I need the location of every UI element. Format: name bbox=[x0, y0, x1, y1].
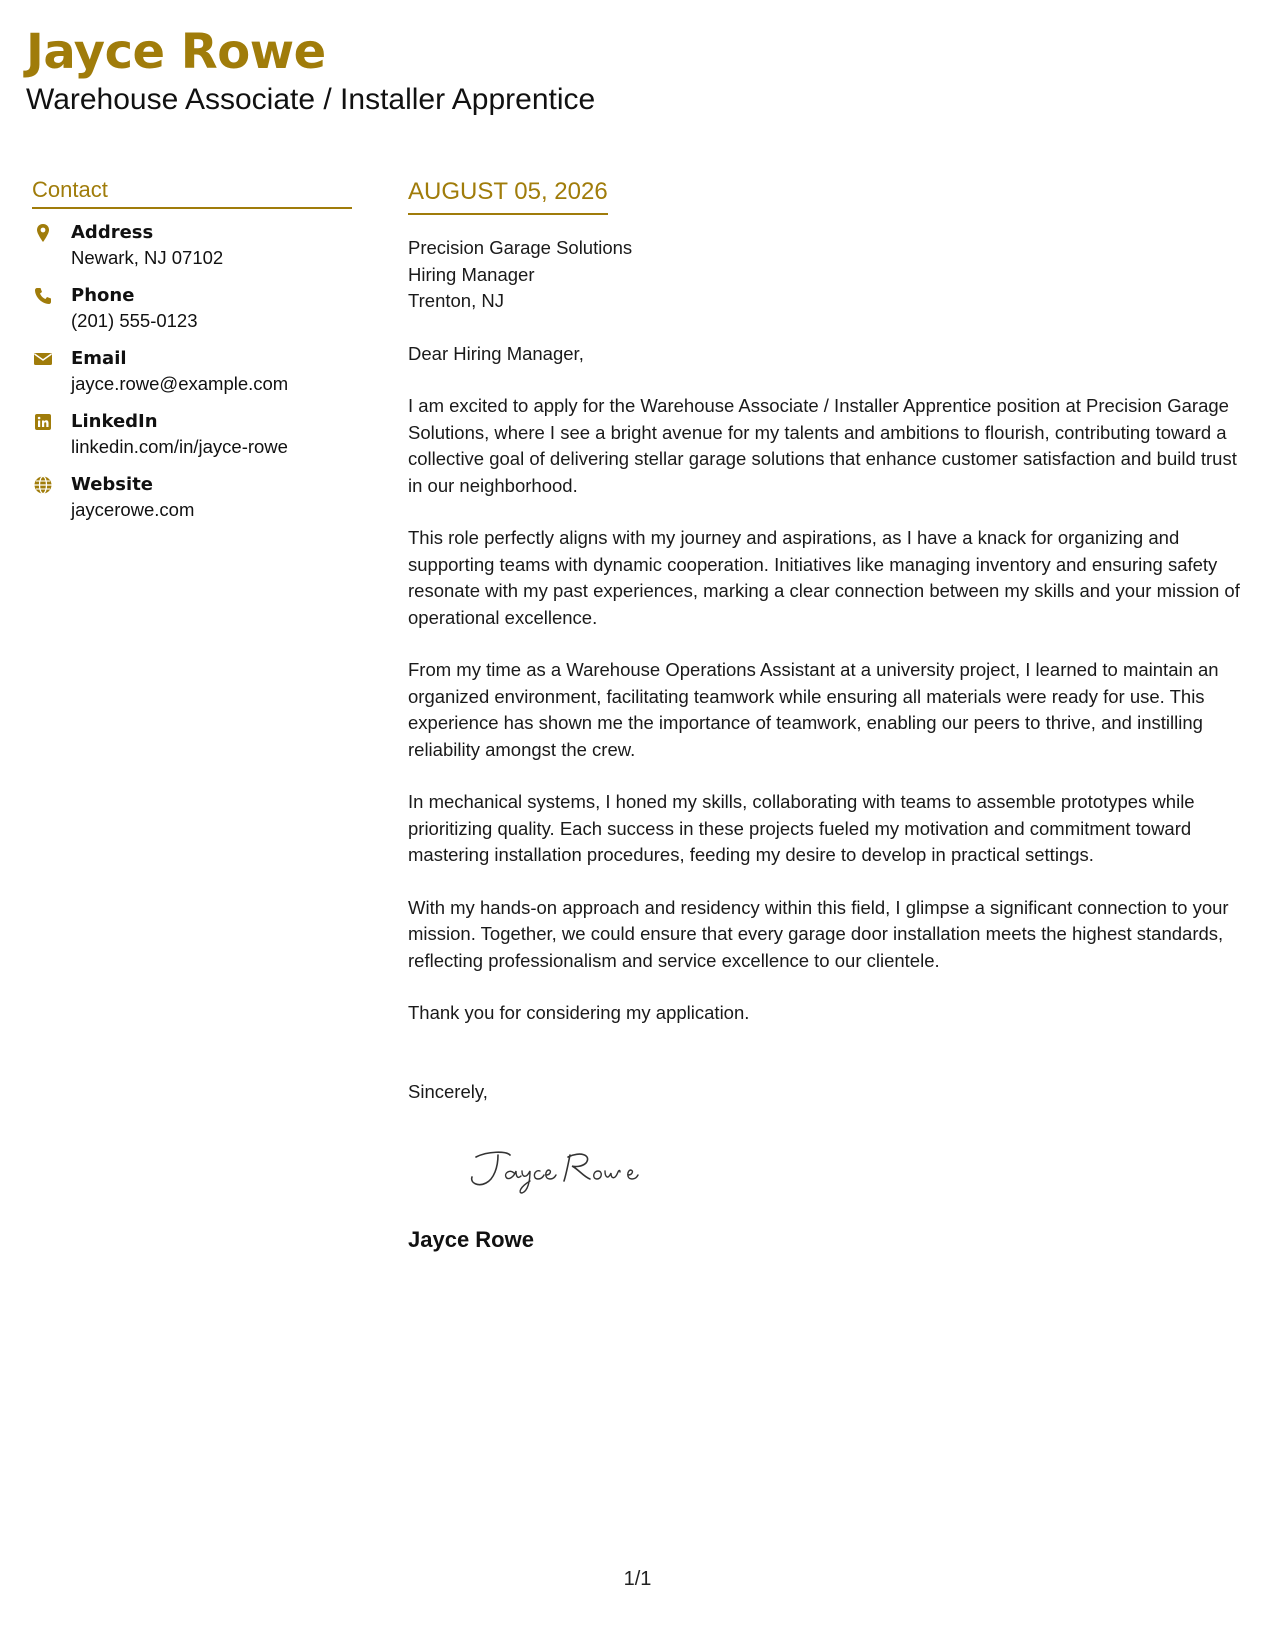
contact-value[interactable]: linkedin.com/in/jayce-rowe bbox=[71, 436, 288, 457]
contact-label: Website bbox=[71, 474, 154, 495]
letter-paragraph: I am excited to apply for the Warehouse Associate / Installer Apprentice position at Precision Garage Solutions, where I see a bright avenue for my talents and ambitions to flourish, contributing toward a collective goal of delivering stellar garage solutions that enhance customer satisfaction and build trust in our neighborhood. bbox=[408, 395, 1237, 496]
signer-name: Jayce Rowe bbox=[408, 1227, 534, 1252]
letter-paragraph: This role perfectly aligns with my journey and aspirations, as I have a knack for organizing and supporting teams with dynamic cooperation. Initiatives like managing inventory and ensuring safety resonate with my past experiences, marking a clear connection between my skills and your mission of operational excellence. bbox=[408, 527, 1240, 628]
recipient-location: Trenton, NJ bbox=[408, 290, 504, 311]
contact-value[interactable]: jayce.rowe@example.com bbox=[71, 373, 289, 394]
contact-label: Email bbox=[71, 348, 127, 369]
letter-paragraph: From my time as a Warehouse Operations Assistant at a university project, I learned to maintain an organized environment, facilitating teamwork while ensuring all materials were ready for use. This experience has shown me the importance of teamwork, enabling our peers to thrive, and instilling reliability amongst the crew. bbox=[408, 659, 1219, 760]
letter-paragraph: Thank you for considering my application. bbox=[408, 1002, 750, 1023]
contact-sidebar bbox=[32, 175, 352, 536]
contact-value: Newark, NJ 07102 bbox=[71, 247, 224, 268]
candidate-name: Jayce Rowe bbox=[26, 24, 326, 80]
letter-paragraph: With my hands-on approach and residency within this field, I glimpse a significant connection to your mission. Together, we could ensure that every garage door installation meets the highest standards, reflecting professionalism and service excellence to our clientele. bbox=[408, 896, 1229, 971]
map-pin-icon bbox=[33, 223, 53, 243]
phone-icon bbox=[33, 286, 53, 306]
signature-image bbox=[448, 1139, 648, 1199]
job-title: Warehouse Associate / Installer Apprentice bbox=[26, 83, 596, 116]
contact-item-phone bbox=[32, 284, 352, 347]
contact-label: LinkedIn bbox=[71, 411, 158, 432]
envelope-icon bbox=[33, 349, 53, 369]
closing: Sincerely, bbox=[408, 1080, 488, 1102]
contact-value[interactable]: jaycerowe.com bbox=[71, 499, 195, 520]
recipient-company: Precision Garage Solutions bbox=[408, 237, 633, 258]
contact-item-email bbox=[32, 347, 352, 410]
salutation: Dear Hiring Manager, bbox=[408, 342, 584, 364]
recipient-block bbox=[408, 235, 1248, 315]
recipient-role: Hiring Manager bbox=[408, 263, 535, 285]
contact-item-website bbox=[32, 473, 352, 536]
contact-label: Phone bbox=[71, 285, 135, 306]
contact-item-address bbox=[32, 221, 352, 284]
letter-date: AUGUST 05, 2026 bbox=[408, 175, 608, 215]
contact-label: Address bbox=[71, 222, 154, 243]
letter-paragraph: In mechanical systems, I honed my skills, collaborating with teams to assemble prototypes while prioritizing quality. Each success in these projects fueled my motivation and commitment toward mastering installation procedures, feeding my desire to develop in practical settings. bbox=[408, 791, 1195, 865]
globe-icon bbox=[33, 475, 53, 495]
letter-body bbox=[408, 175, 1248, 1254]
contact-item-linkedin bbox=[32, 410, 352, 473]
linkedin-icon bbox=[33, 412, 53, 432]
contact-heading: Contact bbox=[32, 175, 352, 209]
contact-value: (201) 555-0123 bbox=[71, 310, 198, 331]
page-number: 1/1 bbox=[623, 1568, 652, 1590]
